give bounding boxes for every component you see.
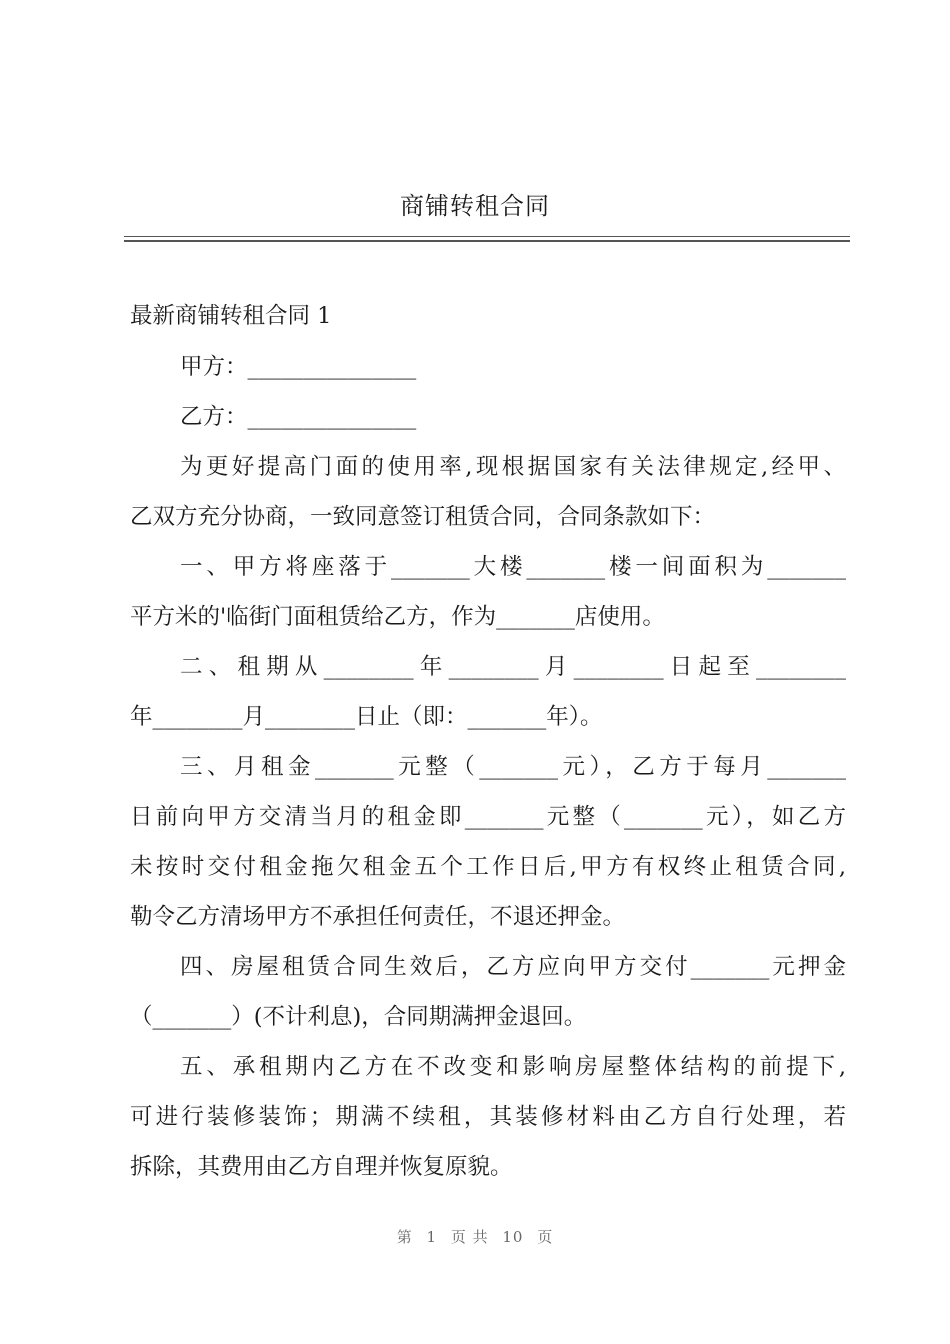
header-divider-thick (124, 240, 850, 242)
text-line: 二、租期从________年________月________日起至________ (180, 654, 846, 680)
text-line: 未按时交付租金拖欠租金五个工作日后,甲方有权终止租赁合同, (130, 854, 846, 880)
text-line: 三、月租金_______元整（_______元），乙方于每月_______ (180, 754, 846, 780)
document-body (130, 292, 846, 1192)
header-divider-thin (124, 236, 850, 237)
page-footer (0, 1226, 950, 1247)
document-header-title: 商铺转租合同 (400, 192, 550, 220)
text-line: 一、甲方将座落于_______大楼_______楼一间面积为_______ (180, 554, 846, 580)
footer-label-page: 第 (396, 1228, 413, 1246)
paragraph-lines (130, 342, 846, 1192)
text-line: 为更好提高门面的使用率,现根据国家有关法律规定,经甲、 (180, 454, 846, 480)
text-line: 日前向甲方交清当月的租金即_______元整（_______元），如乙方 (130, 804, 846, 830)
text-line: 四、房屋租赁合同生效后，乙方应向甲方交付_______元押金 (180, 954, 846, 980)
text-line: 五、承租期内乙方在不改变和影响房屋整体结构的前提下, (180, 1054, 846, 1080)
text-line: （_______）(不计利息)，合同期满押金退回。 (130, 1004, 587, 1030)
document-heading: 最新商铺转租合同 1 (130, 303, 332, 329)
text-line: 乙方：_______________ (180, 404, 417, 430)
text-line: 平方米的'临街门面租赁给乙方，作为_______店使用。 (130, 604, 665, 630)
footer-label-of: 页 共 (450, 1228, 489, 1246)
text-line: 勒令乙方清场甲方不承担任何责任，不退还押金。 (130, 904, 626, 930)
text-line: 乙双方充分协商，一致同意签订租赁合同，合同条款如下： (130, 504, 716, 530)
total-page-count: 10 (502, 1228, 524, 1246)
text-line: 可进行装修装饰；期满不续租，其装修材料由乙方自行处理，若 (130, 1104, 846, 1130)
footer-label-pages: 页 (537, 1228, 554, 1246)
text-line: 拆除，其费用由乙方自理并恢复原貌。 (130, 1154, 513, 1180)
text-line: 甲方：_______________ (180, 354, 417, 380)
current-page-number: 1 (426, 1228, 438, 1246)
text-line: 年________月________日止（即：_______年）。 (130, 704, 603, 730)
